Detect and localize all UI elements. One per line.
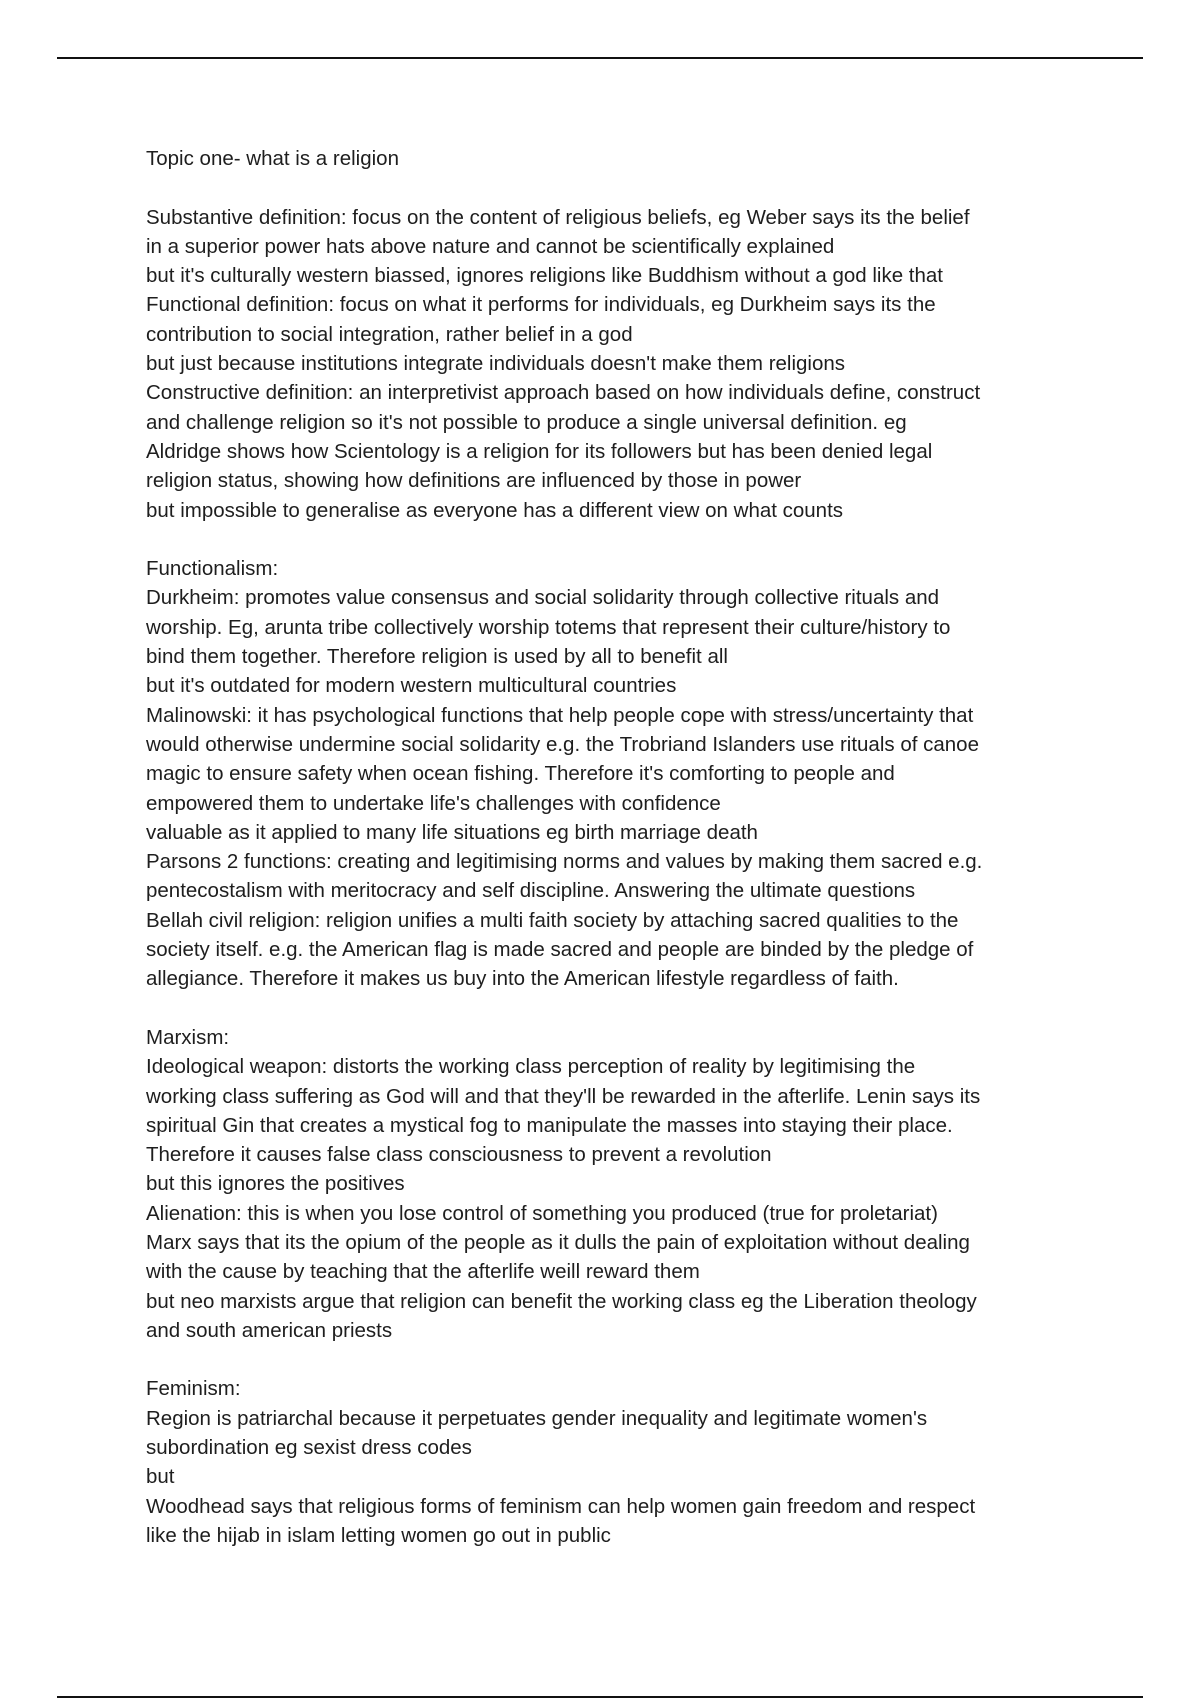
text-line: society itself. e.g. the American flag is made sacred and people are binded by the pledge of [146, 938, 974, 962]
section-functionalism [146, 554, 1076, 993]
section-feminism [146, 1374, 1076, 1550]
text-line: working class suffering as God will and that they'll be rewarded in the afterlife. Lenin says its [146, 1084, 981, 1108]
section-marxism [146, 1023, 1076, 1345]
text-line: Alienation: this is when you lose control of something you produced (true for proletariat) [146, 1201, 938, 1225]
section-heading: Functionalism: [146, 557, 279, 581]
section-heading: Topic one- what is a religion [146, 147, 399, 170]
text-line: bind them together. Therefore religion is used by all to benefit all [146, 645, 728, 669]
text-line: magic to ensure safety when ocean fishing. Therefore it's comforting to people and [146, 762, 895, 786]
text-line: allegiance. Therefore it makes us buy into the American lifestyle regardless of faith. [146, 967, 899, 991]
text-line: Woodhead says that religious forms of feminism can help women gain freedom and respect [146, 1494, 976, 1518]
text-line: pentecostalism with meritocracy and self discipline. Answering the ultimate questions [146, 879, 916, 903]
text-line: Parsons 2 functions: creating and legitimising norms and values by making them sacred e.g. [146, 850, 983, 874]
text-line: spiritual Gin that creates a mystical fog to manipulate the masses into staying their place. [146, 1113, 953, 1137]
text-line: but it's culturally western biassed, ignores religions like Buddhism without a god like that [146, 264, 943, 288]
text-line: Constructive definition: an interpretivist approach based on how individuals define, construct [146, 381, 981, 405]
top-rule [57, 57, 1143, 59]
section-heading: Feminism: [146, 1377, 241, 1401]
text-line: Aldridge shows how Scientology is a religion for its followers but has been denied legal [146, 439, 933, 463]
text-line: with the cause by teaching that the afterlife weill reward them [146, 1260, 700, 1284]
text-line: Ideological weapon: distorts the working class perception of reality by legitimising the [146, 1055, 916, 1079]
text-line: but impossible to generalise as everyone has a different view on what counts [146, 498, 844, 522]
text-line: but [146, 1465, 175, 1489]
section-definitions [146, 203, 1076, 525]
text-line: Region is patriarchal because it perpetuates gender inequality and legitimate women's [146, 1406, 928, 1430]
text-line: Substantive definition: focus on the content of religious beliefs, eg Weber says its the belief [146, 205, 970, 229]
bottom-rule [57, 1696, 1143, 1698]
text-line: but just because institutions integrate individuals doesn't make them religions [146, 352, 846, 376]
text-line: but neo marxists argue that religion can benefit the working class eg the Liberation theology [146, 1289, 977, 1313]
text-line: valuable as it applied to many life situations eg birth marriage death [146, 820, 758, 844]
section-topic [146, 144, 1076, 173]
document-body [146, 144, 1076, 1550]
text-line: empowered them to undertake life's challenges with confidence [146, 791, 721, 815]
text-line: worship. Eg, arunta tribe collectively worship totems that represent their culture/history to [146, 615, 951, 639]
text-line: Bellah civil religion: religion unifies a multi faith society by attaching sacred qualities to the [146, 908, 959, 932]
section-heading: Marxism: [146, 1025, 230, 1049]
text-line: Therefore it causes false class consciousness to prevent a revolution [146, 1143, 772, 1167]
text-line: would otherwise undermine social solidarity e.g. the Trobriand Islanders use rituals of canoe [146, 732, 979, 756]
text-line: religion status, showing how definitions are influenced by those in power [146, 469, 802, 493]
text-line: but this ignores the positives [146, 1172, 405, 1196]
text-line: subordination eg sexist dress codes [146, 1436, 472, 1460]
text-line: Functional definition: focus on what it performs for individuals, eg Durkheim says its the [146, 293, 936, 317]
text-line: contribution to social integration, rather belief in a god [146, 322, 633, 346]
text-line: and south american priests [146, 1318, 393, 1342]
text-line: Durkheim: promotes value consensus and social solidarity through collective rituals and [146, 586, 940, 610]
text-line: and challenge religion so it's not possible to produce a single universal definition. eg [146, 410, 907, 434]
text-line: like the hijab in islam letting women go out in public [146, 1523, 611, 1547]
text-line: Marx says that its the opium of the people as it dulls the pain of exploitation without dealing [146, 1230, 970, 1254]
text-line: but it's outdated for modern western multicultural countries [146, 674, 677, 698]
text-line: in a superior power hats above nature and cannot be scientifically explained [146, 234, 835, 258]
text-line: Malinowski: it has psychological functions that help people cope with stress/uncertainty that [146, 703, 974, 727]
